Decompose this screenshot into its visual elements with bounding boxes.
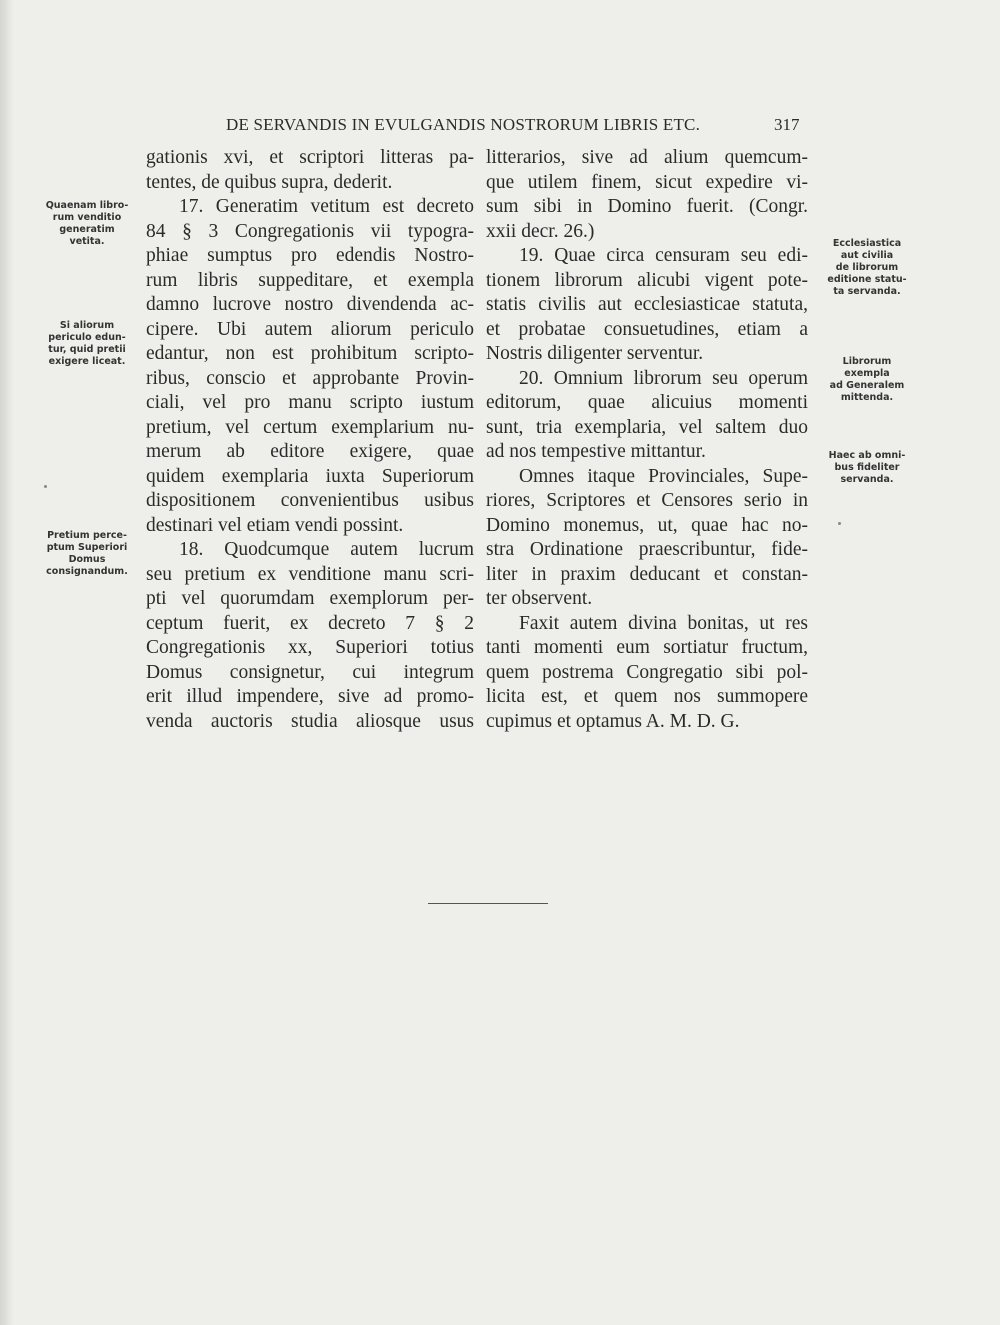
margin-note-line: servanda. xyxy=(840,474,894,485)
text-column-left xyxy=(146,146,474,734)
margin-note-line: Domus xyxy=(68,554,106,565)
text-line: ceptum fuerit, ex decreto 7 § 2 xyxy=(146,612,474,634)
margin-note xyxy=(816,356,918,404)
text-line: ad nos tempestive mittantur. xyxy=(486,441,706,462)
text-line: Domus consignetur, cui integrum xyxy=(146,661,474,683)
margin-note-line: ta servanda. xyxy=(833,286,901,297)
margin-note-line: periculo edun- xyxy=(48,332,126,343)
margin-note xyxy=(816,238,918,298)
margin-note-line: editione statu- xyxy=(827,274,907,285)
margin-note-line: Ecclesiastica xyxy=(832,238,902,249)
text-line: erit illud impendere, sive ad promo- xyxy=(146,686,474,707)
text-line: ribus, conscio et approbante Provin- xyxy=(146,367,474,389)
text-line: Omnes itaque Provinciales, Supe- xyxy=(519,465,808,487)
margin-note xyxy=(30,200,144,248)
text-line: Nostris diligenter serventur. xyxy=(486,343,704,364)
page-header xyxy=(0,115,1000,139)
text-line: quem postrema Congregatio sibi pol- xyxy=(486,661,808,683)
text-line: ter observent. xyxy=(486,588,593,609)
margin-note-line: exigere liceat. xyxy=(48,356,126,367)
text-line: 19. Quae circa censuram seu edi- xyxy=(519,245,808,266)
text-line: cupimus et optamus A. M. D. G. xyxy=(486,710,740,732)
margin-note-line: generatim xyxy=(59,224,115,235)
margin-note-line: rum venditio xyxy=(52,212,122,223)
text-line: edantur, non est prohibitum scripto- xyxy=(146,343,474,364)
margin-note-line: bus fideliter xyxy=(834,462,900,473)
margin-note-line: aut civilia xyxy=(840,250,894,261)
text-line: tentes, de quibus supra, dederit. xyxy=(146,171,393,193)
text-line: que utilem finem, sicut expedire vi- xyxy=(486,171,808,193)
text-line: Domino monemus, ut, quae hac no- xyxy=(486,514,808,536)
margin-note-line: de librorum xyxy=(835,262,899,273)
end-rule xyxy=(428,903,548,904)
margin-note xyxy=(816,450,918,486)
running-head: DE SERVANDIS IN EVULGANDIS NOSTRORUM LIBRIS ETC. xyxy=(226,115,701,134)
text-line: gationis xvi, et scriptori litteras pa- xyxy=(146,147,474,168)
margin-note-line: ptum Superiori xyxy=(46,542,128,553)
margin-note-line: exempla xyxy=(844,368,890,379)
text-line: tanti momenti eum sortiatur fructum, xyxy=(486,637,808,658)
text-line: sunt, tria exemplaria, vel saltem duo xyxy=(486,416,808,438)
text-line: quidem exemplaria iuxta Superiorum xyxy=(146,465,474,487)
text-line: rum libris suppeditare, et exempla xyxy=(146,269,474,291)
margin-note-line: mittenda. xyxy=(840,392,894,403)
text-line: editorum, quae alicuius momenti xyxy=(486,392,808,413)
text-line: damno lucrove nostro divendenda ac- xyxy=(146,294,474,315)
margin-note-line: ad Generalem xyxy=(829,380,905,391)
text-line: 17. Generatim vetitum est decreto xyxy=(179,196,474,217)
margin-note-line: Pretium perce- xyxy=(47,530,127,541)
margin-note-line: Haec ab omni- xyxy=(828,450,906,461)
margin-note-line: Librorum xyxy=(842,356,892,367)
text-column-right xyxy=(486,146,808,734)
margin-note-line: vetita. xyxy=(69,236,105,247)
text-line: cipere. Ubi autem aliorum periculo xyxy=(146,318,474,340)
text-line: riores, Scriptores et Censores serio in xyxy=(486,490,808,511)
text-line: 84 § 3 Congregationis vii typogra- xyxy=(146,220,474,242)
margin-note-line: Quaenam libro- xyxy=(45,200,129,211)
text-line: pti vel quorumdam exemplorum per- xyxy=(146,588,474,609)
text-line: merum ab editore exigere, quae xyxy=(146,441,474,462)
text-line: litterarios, sive ad alium quemcum- xyxy=(486,147,808,168)
text-line: sum sibi in Domino fuerit. (Congr. xyxy=(486,196,808,217)
text-line: ciali, vel pro manu scripto iustum xyxy=(146,392,474,413)
text-line: xxii decr. 26.) xyxy=(486,220,595,242)
text-line: 18. Quodcumque autem lucrum xyxy=(179,539,474,560)
page-gutter-shadow xyxy=(0,0,14,1325)
text-line: venda auctoris studia aliosque usus xyxy=(146,710,474,732)
text-line: statis civilis aut ecclesiasticae statuta, xyxy=(486,294,808,315)
margin-note xyxy=(30,530,144,578)
text-line: liter in praxim deducant et constan- xyxy=(486,563,808,585)
print-speck xyxy=(838,522,841,525)
text-line: Congregationis xx, Superiori totius xyxy=(146,637,474,658)
margin-note-line: tur, quid pretii xyxy=(48,344,126,355)
text-line: seu pretium ex venditione manu scri- xyxy=(146,563,474,585)
margin-note-line: consignandum. xyxy=(46,566,128,577)
text-line: destinari vel etiam vendi possint. xyxy=(146,514,404,536)
text-line: et probatae consuetudines, etiam a xyxy=(486,318,808,340)
text-line: dispositionem convenientibus usibus xyxy=(146,490,474,511)
text-line: stra Ordinatione praescribuntur, fide- xyxy=(486,539,808,560)
margin-note-line: Si aliorum xyxy=(59,320,115,331)
text-line: licita est, et quem nos summopere xyxy=(486,686,808,707)
text-line: phiae sumptus pro edendis Nostro- xyxy=(146,245,474,266)
text-line: tionem librorum alicubi vigent pote- xyxy=(486,269,808,291)
text-line: pretium, vel certum exemplarium nu- xyxy=(146,416,474,438)
margin-note xyxy=(30,320,144,368)
text-line: 20. Omnium librorum seu operum xyxy=(519,367,808,389)
page-number: 317 xyxy=(774,115,800,134)
print-speck xyxy=(44,485,47,488)
text-line: Faxit autem divina bonitas, ut res xyxy=(519,612,808,634)
